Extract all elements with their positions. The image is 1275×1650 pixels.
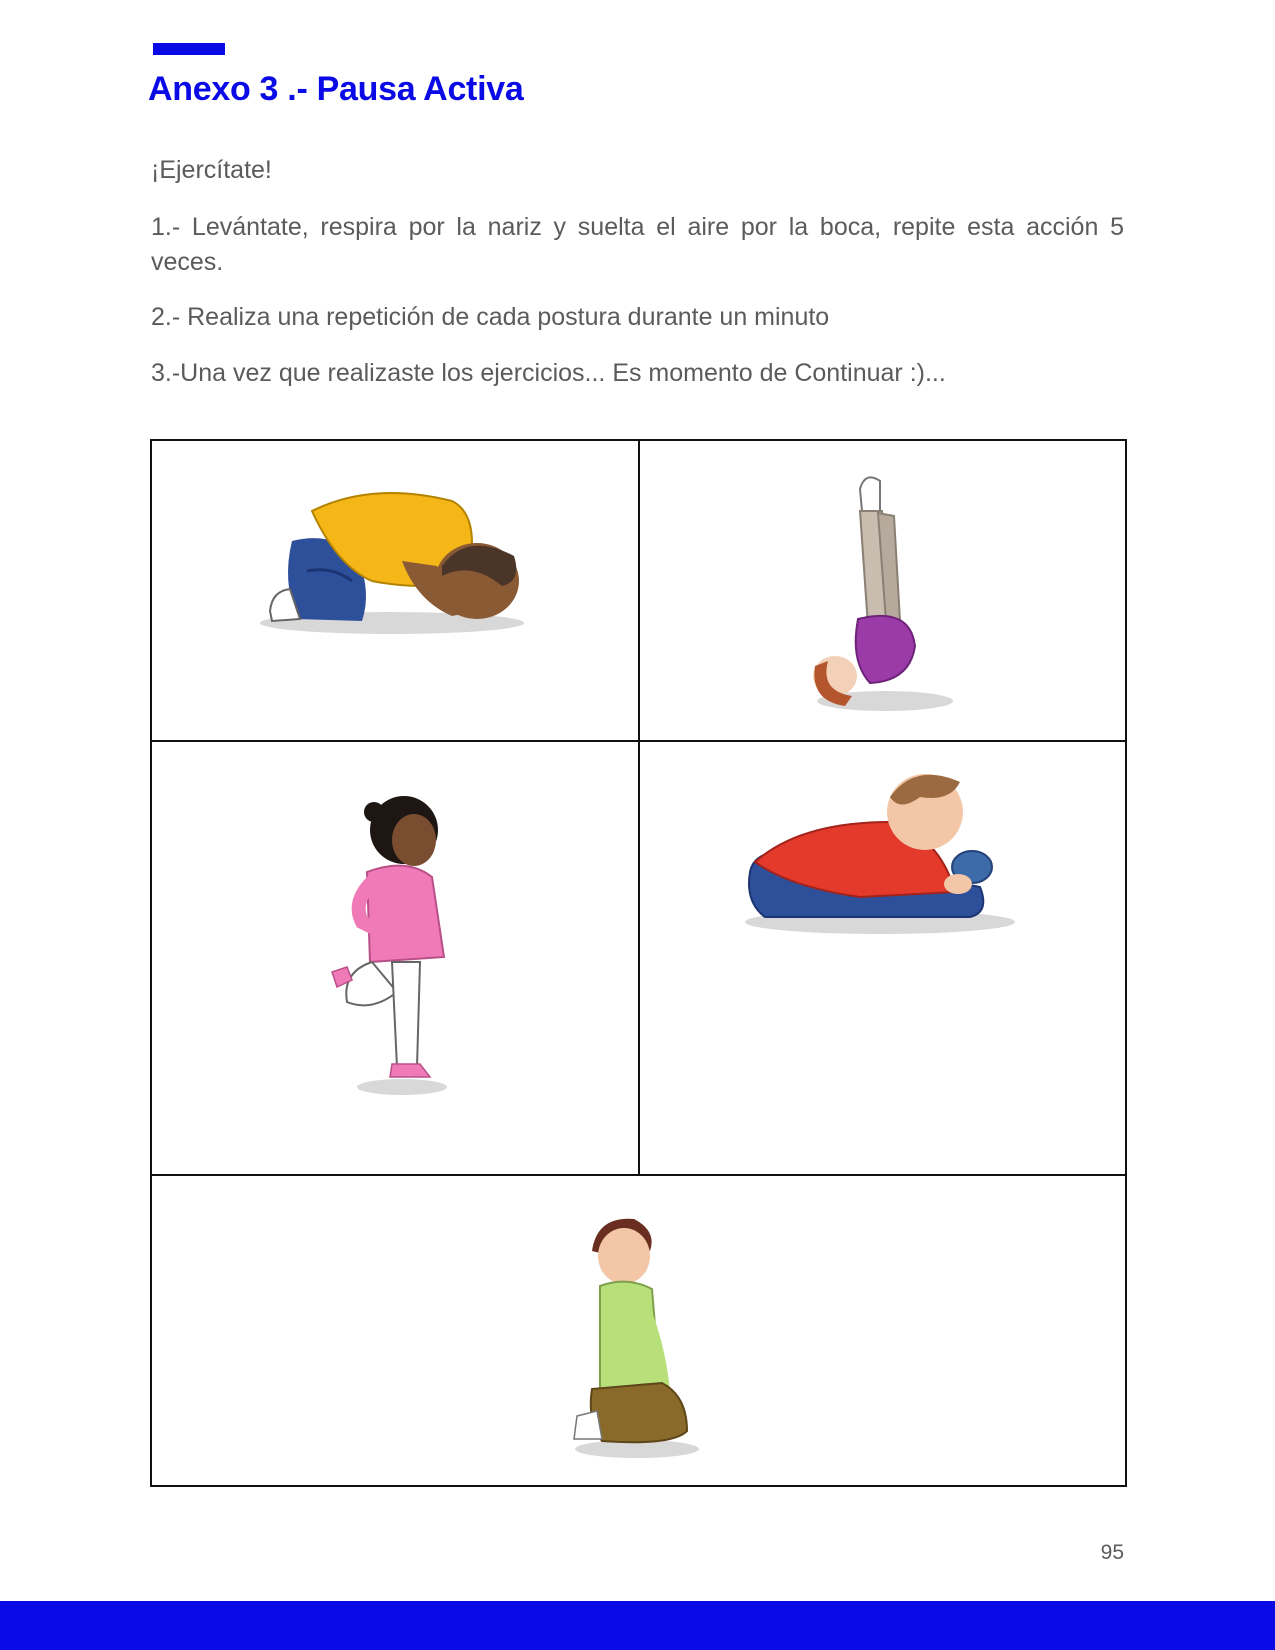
header-accent-bar xyxy=(153,43,225,55)
child-pose-illustration xyxy=(252,471,542,641)
exercise-cell-3 xyxy=(152,742,640,1176)
instruction-step-1: 1.- Levántate, respira por la nariz y suelta el aire por la boca, repite esta acción 5 veces. xyxy=(151,213,1124,276)
exercise-cell-5 xyxy=(152,1176,1125,1485)
exercise-cell-4 xyxy=(640,742,1125,1176)
seated-forward-fold-illustration xyxy=(740,752,1020,942)
kneeling-pose-illustration xyxy=(562,1211,712,1461)
page-title: Anexo 3 .- Pausa Activa xyxy=(148,70,524,108)
shoulder-stand-illustration xyxy=(790,471,970,721)
instruction-step-2: 2.- Realiza una repetición de cada postura durante un minuto xyxy=(151,303,830,331)
footer-accent-bar xyxy=(0,1601,1275,1650)
page-number: 95 xyxy=(1100,1541,1124,1564)
exercise-cell-1 xyxy=(152,441,640,742)
exercise-table xyxy=(150,439,1127,1487)
exercise-cell-2 xyxy=(640,441,1125,742)
instruction-step-3: 3.-Una vez que realizaste los ejercicios... Es momento de Continuar :)... xyxy=(151,359,946,387)
standing-quad-stretch-illustration xyxy=(312,792,482,1102)
intro-text: ¡Ejercítate! xyxy=(151,156,272,184)
